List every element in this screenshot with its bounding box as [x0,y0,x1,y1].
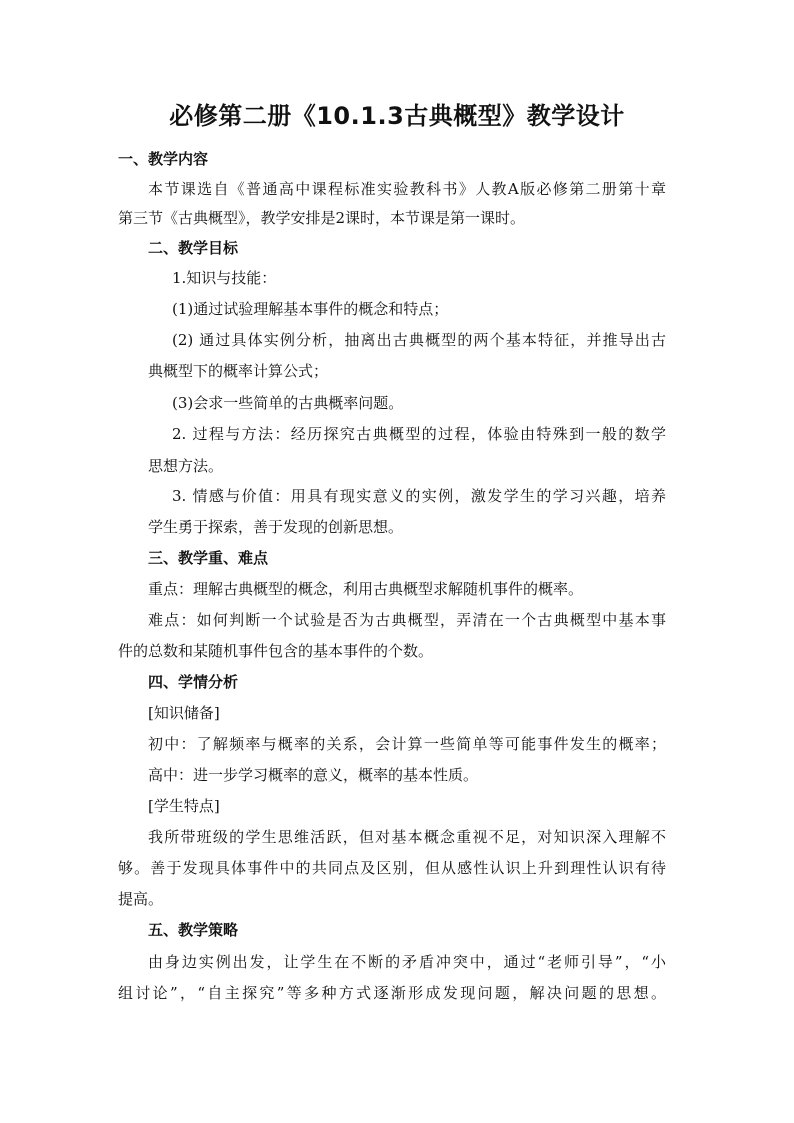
subheading-knowledge: 1.知识与技能： [172,269,277,287]
tag-student-traits: [学生特点] [148,797,220,815]
paragraph-line: 由身边实例出发，让学生在不断的矛盾冲突中，通过“老师引导”，“小 [148,953,666,971]
section-heading-key-points: 三、教学重、难点 [148,549,269,567]
paragraph-line: 3. 情感与价值：用具有现实意义的实例，激发学生的学习兴趣，培养 [172,487,666,505]
tag-knowledge-reserve: [知识储备] [148,704,220,722]
section-heading-learning-analysis: 四、学情分析 [148,673,239,691]
list-item-continued: 典概型下的概率计算公式； [148,362,329,380]
section-heading-objectives: 二、教学目标 [148,239,239,257]
paragraph-line: 提高。 [118,890,164,908]
paragraph-line: 难点：如何判断一个试验是否为古典概型，弄清在一个古典概型中基本事 [148,611,666,629]
document-title: 必修第二册《10.1.3古典概型》教学设计 [169,102,625,130]
paragraph-line: 我所带班级的学生思维活跃，但对基本概念重视不足，对知识深入理解不 [148,828,666,846]
list-item: (1)通过试验理解基本事件的概念和特点； [172,300,449,318]
paragraph-line: 够。善于发现具体事件中的共同点及区别，但从感性认识上升到理性认识有待 [118,859,666,877]
paragraph-line: 第三节《古典概型》，教学安排是2课时，本节课是第一课时。 [118,209,526,227]
paragraph-line: 2. 过程与方法：经历探究古典概型的过程，体验由特殊到一般的数学 [172,425,666,443]
paragraph-line: 本节课选自《普通高中课程标准实验教科书》人教A版必修第二册第十章 [148,180,666,198]
paragraph-line: 组讨论”，“自主探究”等多种方式逐渐形成发现问题，解决问题的思想。 [118,984,666,1002]
list-item: (2) 通过具体实例分析，抽离出古典概型的两个基本特征，并推导出古 [172,331,666,349]
paragraph-line: 件的总数和某随机事件包含的基本事件的个数。 [118,642,434,660]
paragraph-line: 思想方法。 [148,457,224,475]
paragraph-line: 初中：了解频率与概率的关系，会计算一些简单等可能事件发生的概率； [148,735,666,753]
section-heading-content: 一、教学内容 [118,150,209,168]
section-heading-strategy: 五、教学策略 [148,921,239,939]
paragraph-line: 学生勇于探索，善于发现的创新思想。 [148,518,404,536]
list-item: (3)会求一些简单的古典概率问题。 [172,394,404,412]
paragraph-line: 高中：进一步学习概率的意义，概率的基本性质。 [148,766,479,784]
paragraph-line: 重点：理解古典概型的概念，利用古典概型求解随机事件的概率。 [148,580,584,598]
